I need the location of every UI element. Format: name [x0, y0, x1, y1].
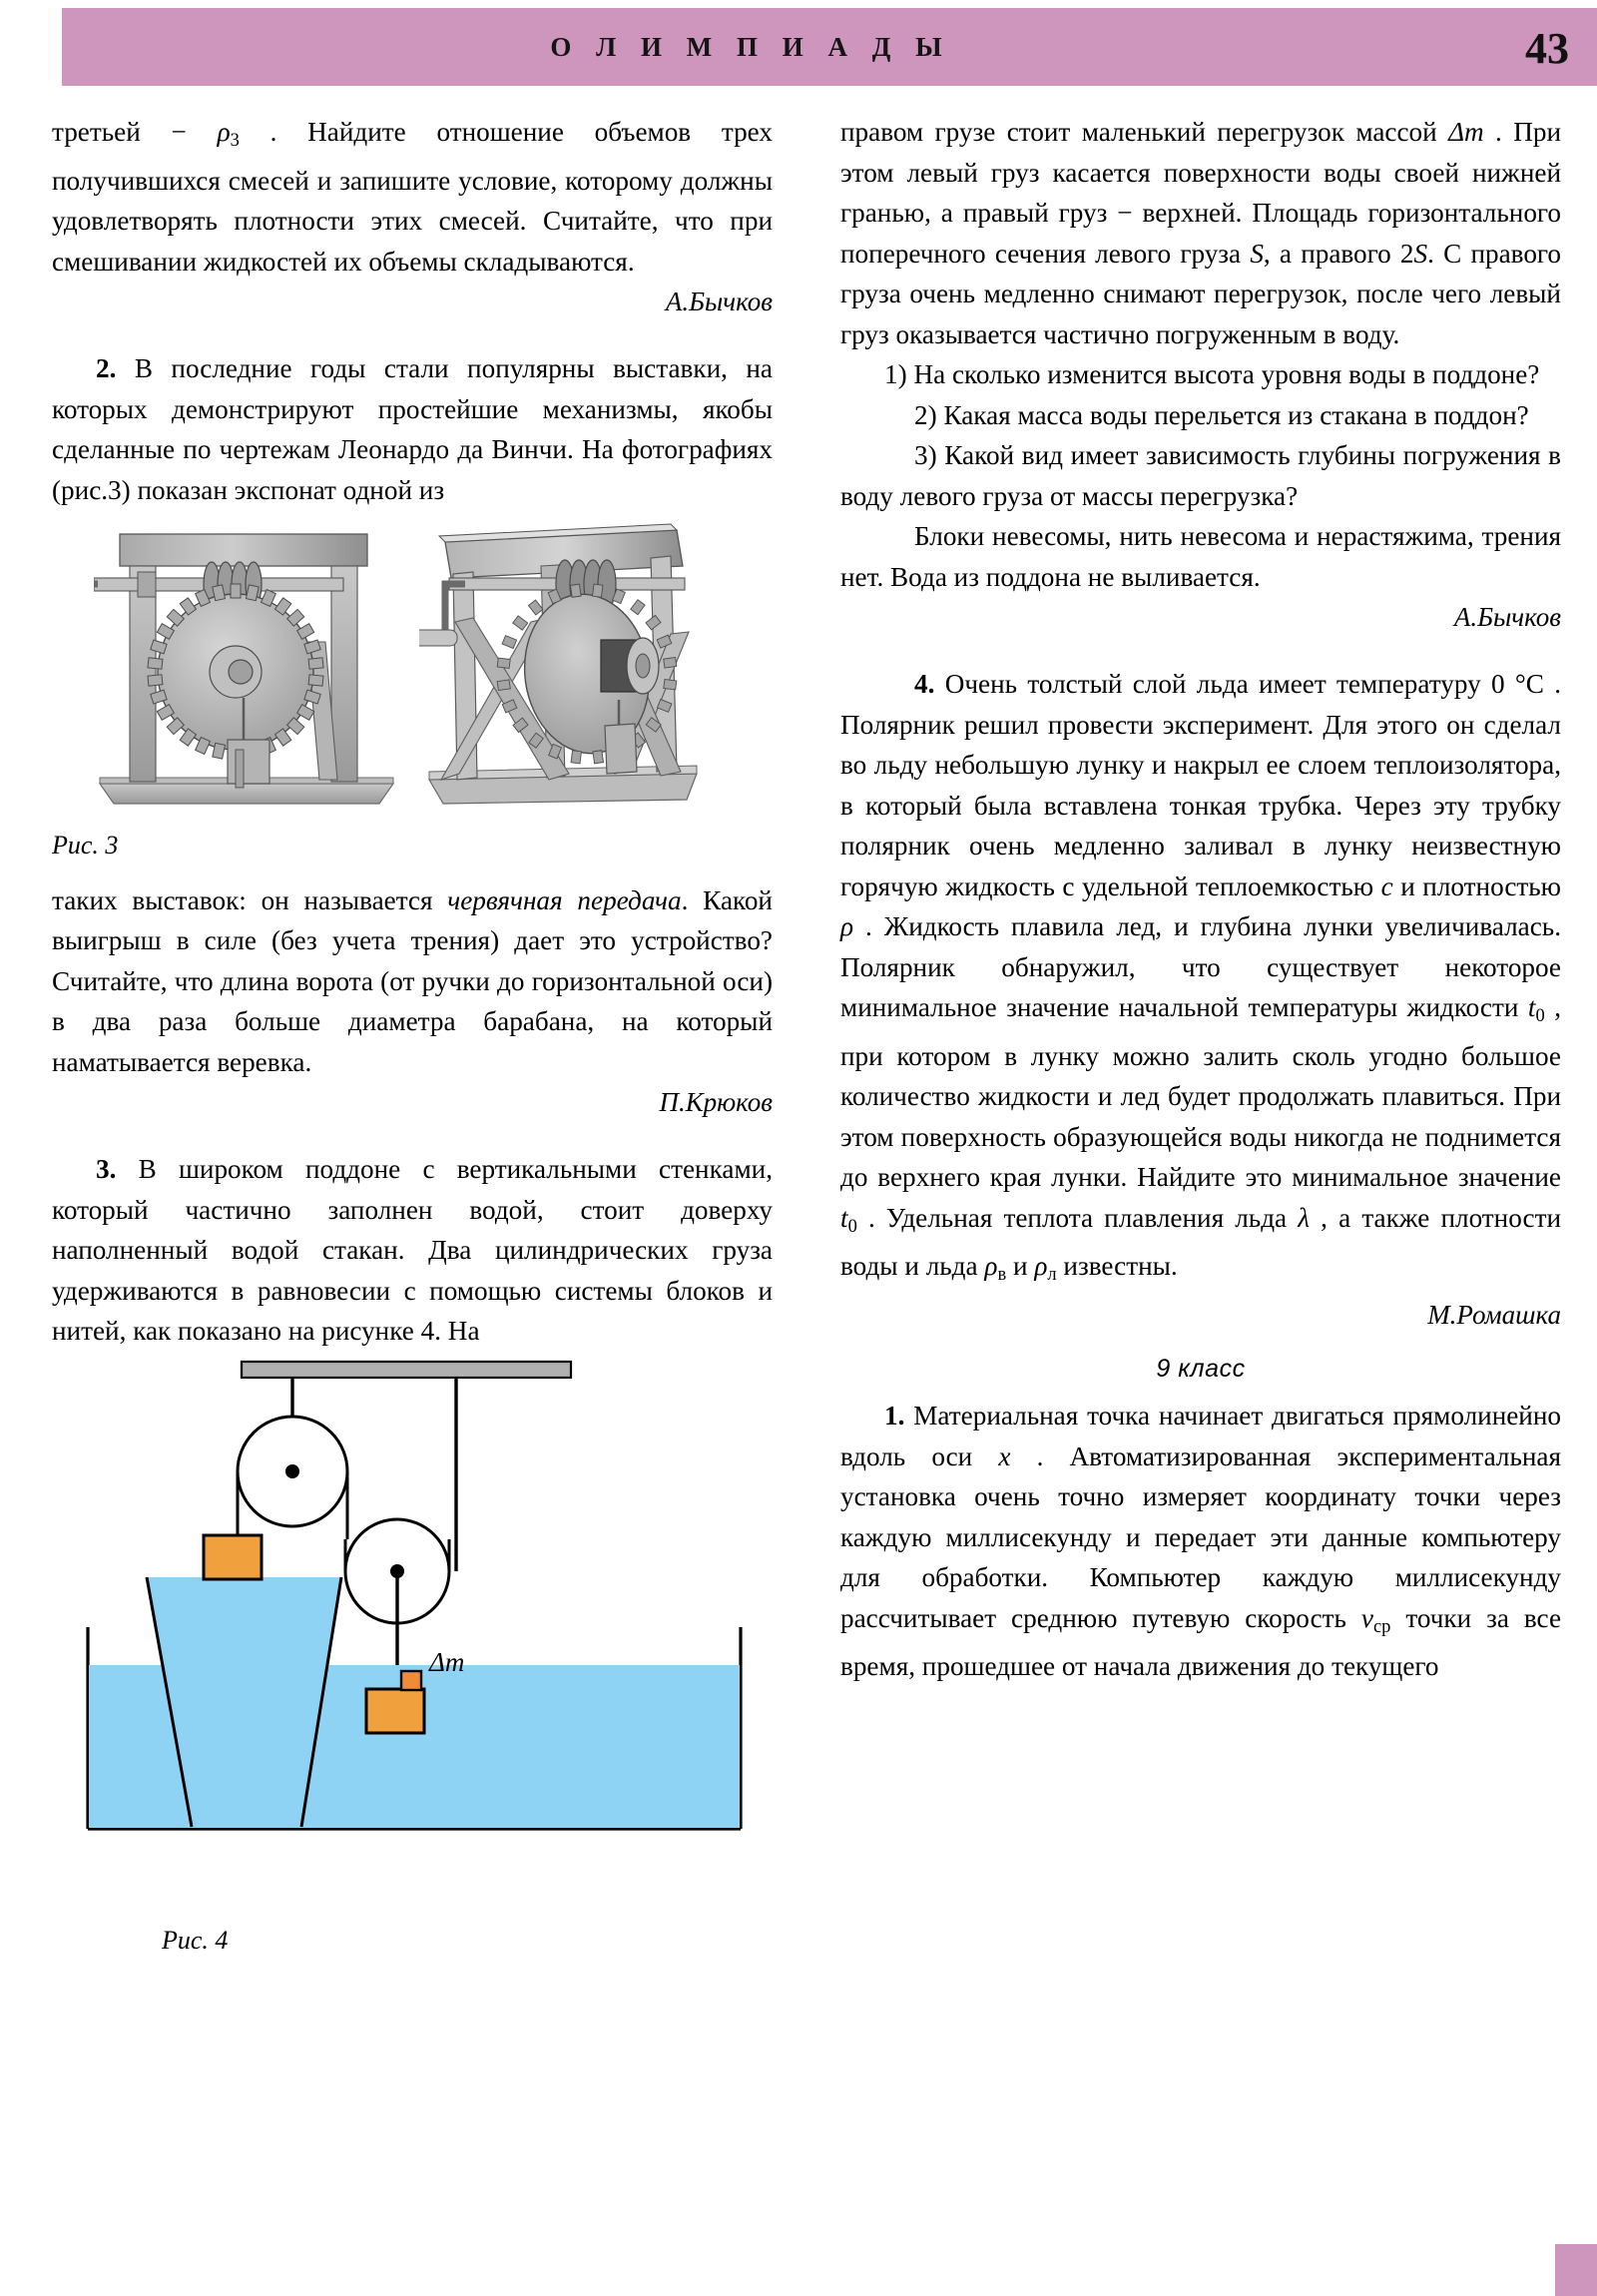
heat-capacity-symbol: c [1380, 870, 1393, 901]
problem-2-number: 2. [96, 353, 117, 384]
author-bychkov-2: А.Бычков [1453, 602, 1561, 632]
p1n-part3: точки за все время, прошедшее от начала движения до текущего [840, 1602, 1562, 1682]
problem-3-text: В широком поддоне с вертикальными стенками, который частично заполнен водой, стоит доверху наполненный водой стакан. Два цилиндрических груза удерживаются в равновесии с помощью системы блоков и нитей, как показано на рисунке 4. На [52, 1154, 773, 1347]
t0-subscript-2: 0 [847, 1215, 857, 1236]
figure-3-caption: Рис. 3 [52, 831, 119, 861]
figure-3 [52, 522, 773, 822]
problem-4-number: 4. [914, 669, 935, 699]
delta-m-symbol: Δm [1448, 117, 1484, 147]
lambda-symbol: λ [1298, 1202, 1311, 1233]
photo-worm-gear-front [94, 522, 413, 820]
left-column [52, 112, 773, 1961]
p4-part8: и [1006, 1251, 1035, 1282]
text-before-rho: третьей − [52, 117, 218, 147]
density-rho-symbol: ρ [840, 911, 854, 941]
problem-1-number: 1. [884, 1401, 905, 1432]
figure-4-caption: Рис. 4 [162, 1925, 229, 1955]
problem-2-text: В последние годы стали популярны выставки, на которых демонстрируют простейшие механизмы, якобы сделанные по чертежам Леонардо да Винчи. На фотографиях (рис.3) показан экспонат одной из [52, 353, 773, 505]
problem-2-paragraph [52, 348, 773, 510]
p4-part9: известны. [1056, 1251, 1178, 1282]
paragraph-continued [52, 112, 773, 282]
question-3: 3) Какой вид имеет зависимость глубины погружения в воду левого груза от массы перегрузка? [840, 440, 1561, 511]
author-romashka: М.Ромашка [1427, 1300, 1561, 1331]
t0-subscript-1: 0 [1535, 1005, 1545, 1026]
page-number: 43 [1525, 24, 1569, 73]
problem-3-note: Блоки невесомы, нить невесома и нерастяжима, трения нет. Вода из поддона не выливается. [840, 521, 1561, 592]
p4-part4: . Жидкость плавила лед, и глубина лунки увеличивалась. Полярник обнаружил, что существует некоторое минимальное значение начальной температуры жидкости [840, 911, 1561, 1022]
problem-2-after-fig-2: . Какой выигрыш в силе (без учета трения) дает это устройство? Считайте, что длина ворота (от ручки до горизонтальной оси) в два раза больше диаметра барабана, на который наматывается веревка. [52, 884, 773, 1077]
problem-1-next-paragraph [840, 1396, 1561, 1687]
page-header-band [62, 8, 1597, 86]
area-S-symbol-2: S [1413, 238, 1428, 269]
question-1: 1) На сколько изменится высота уровня воды в поддоне? [884, 359, 1540, 389]
average-speed-symbol: v [1360, 1602, 1373, 1633]
question-2: 2) Какая масса воды перельется из стакана в поддон? [914, 399, 1529, 430]
photo-worm-gear-angled [419, 522, 719, 820]
p3c-part1: правом грузе стоит маленький перегрузок массой [840, 117, 1449, 147]
p1n-part1: Материальная точка начинает двигаться прямолинейно вдоль оси [840, 1401, 1561, 1471]
t0-symbol-2: t [840, 1202, 848, 1233]
p3c-part2: . При этом левый груз касается поверхности воды своей нижней гранью, а правый груз − верхней. Площадь горизонтального поперечного сечения левого груза [840, 117, 1561, 269]
p4-part7: , а также плотности воды и льда [840, 1202, 1561, 1282]
page-title: О Л И М П И А Д Ы [550, 31, 951, 62]
axis-x-symbol: x [998, 1440, 1011, 1471]
area-S-symbol-1: S [1250, 238, 1264, 269]
problem-2-after-fig-1: таких выставок: он называется [52, 884, 448, 915]
grade-heading-9: 9 класс [1156, 1355, 1246, 1384]
rho-ice-subscript: л [1047, 1264, 1057, 1285]
author-bychkov-1: А.Бычков [665, 287, 773, 317]
p4-part1: Очень толстый слой льда имеет температуру [934, 669, 1491, 699]
rho-symbol: ρ [217, 117, 231, 147]
problem-4-paragraph [840, 664, 1561, 1295]
p1n-part2: . Автоматизированная экспериментальная установка очень точно измеряет координату точки через каждую миллисекунду и передает эти данные компьютеру для обработки. Компьютер каждую миллисекунду рассчитывает среднюю путевую скорость [840, 1440, 1561, 1633]
p3c-part4: . С правого груза очень медленно снимают перегрузок, после чего левый груз оказывается частично погруженным в воду. [840, 238, 1561, 349]
p4-part6: . Удельная теплота плавления льда [856, 1202, 1299, 1233]
p4-part5: , при котором в лунку можно залить сколь угодно большое количество жидкости и лед будет продолжать плавиться. При этом поверхность образующейся воды никогда не поднимется до верхнего края лунки. Найдите это минимальное значение [840, 992, 1561, 1193]
rho-water-symbol: ρ [984, 1251, 998, 1282]
p3c-part3: , а правого 2 [1263, 238, 1414, 269]
rho-ice-symbol: ρ [1034, 1251, 1048, 1282]
p4-part3: и плотностью [1392, 870, 1561, 901]
problem-3-number: 3. [96, 1154, 117, 1185]
rho-subscript: 3 [230, 130, 240, 151]
figure-4 [52, 1360, 773, 1919]
italic-term-worm-gear: червячная передача [447, 884, 682, 915]
right-column [840, 112, 1561, 1687]
t0-symbol-1: t [1527, 992, 1536, 1022]
problem-2-continued [52, 880, 773, 1083]
text-after-rho: . Найдите отношение объемов трех получившихся смесей и запишите условие, которому должны удовлетворять плотности этих смесей. Считайте, что при смешивании жидкостей их объемы складываются. [52, 117, 773, 277]
temperature-value: 0 °C [1491, 669, 1544, 699]
average-speed-subscript: ср [1372, 1615, 1391, 1636]
problem-3-continued-paragraph [840, 112, 1561, 354]
figure-4-dm-label: Δm [429, 1646, 465, 1677]
p4-part2: . Полярник решил провести эксперимент. Для этого он сделал во льду небольшую лунку и накрыл ее слоем теплоизолятора, в который была вставлена тонкая трубка. Через эту трубку полярник очень медленно заливал в лунку неизвестную горячую жидкость с удельной теплоемкостью [840, 669, 1562, 901]
author-kryukov: П.Крюков [659, 1087, 773, 1118]
rho-water-subscript: в [997, 1264, 1007, 1285]
page-body [0, 86, 1597, 2296]
problem-3-paragraph [52, 1149, 773, 1352]
corner-tab-marker [1555, 2244, 1597, 2296]
